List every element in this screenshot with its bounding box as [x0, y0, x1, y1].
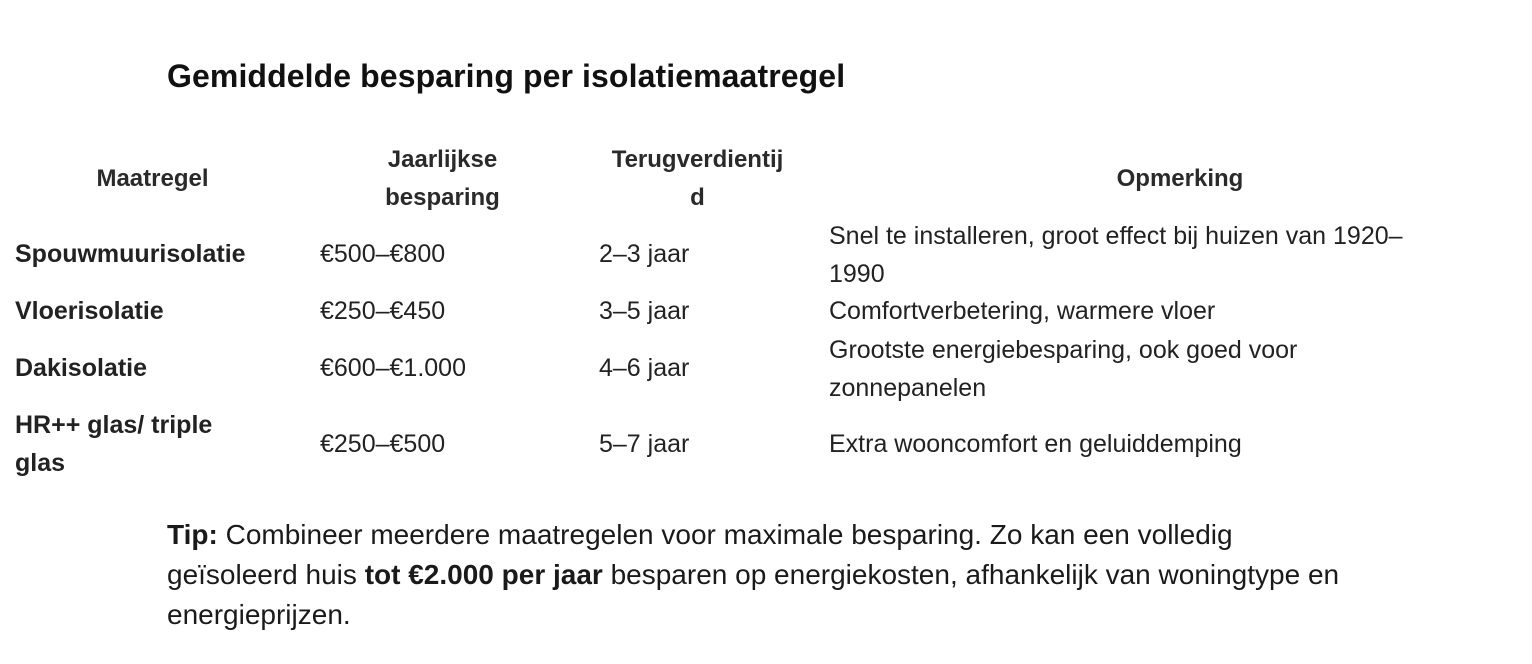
header-besparing-line1: Jaarlijkse	[387, 146, 498, 173]
header-opmerking-label: Opmerking	[1116, 165, 1244, 192]
header-terugverdientijd	[585, 141, 810, 217]
row2-maatregel: Vloerisolatie	[15, 297, 164, 325]
row1-besparing: €500–€800	[320, 240, 446, 268]
header-maatregel	[15, 160, 290, 198]
row4-besparing: €250–€500	[320, 430, 446, 458]
row3-opmerking-line2: zonnepanelen	[829, 374, 987, 402]
row3-maatregel: Dakisolatie	[15, 354, 148, 382]
row4-opmerking-line1: Extra wooncomfort en geluiddemping	[829, 430, 1242, 458]
header-terugverdientijd-line1: Terugverdientij	[611, 146, 784, 173]
row2-opmerking-line1: Comfortverbetering, warmere vloer	[829, 297, 1216, 325]
tip-paragraph	[167, 515, 1367, 635]
tip-label: Tip:	[167, 519, 218, 550]
tip-bold-amount: tot €2.000 per jaar	[364, 559, 603, 590]
row4-maatregel-line1: HR++ glas/ triple	[15, 411, 213, 439]
header-maatregel-label: Maatregel	[96, 165, 209, 192]
header-besparing-line2: besparing	[385, 184, 500, 211]
row4-terugverdientijd: 5–7 jaar	[599, 430, 690, 458]
tip-text-1: Combineer meerdere maatregelen voor maximale besparing. Zo kan een volledig geïsoleerd huis	[167, 519, 1233, 590]
row1-opmerking-line1: Snel te installeren, groot effect bij huizen van 1920–	[829, 222, 1403, 250]
tip-text-2: besparen op energiekosten, afhankelijk van woningtype en energieprijzen.	[167, 559, 1340, 630]
row3-opmerking-line1: Grootste energiebesparing, ook goed voor	[829, 336, 1298, 364]
header-besparing	[320, 141, 565, 217]
row3-besparing: €600–€1.000	[320, 354, 466, 382]
page-title: Gemiddelde besparing per isolatiemaatregel	[167, 58, 846, 94]
row1-opmerking-line2: 1990	[829, 260, 885, 288]
row4-maatregel-line2: glas	[15, 449, 66, 477]
row3-terugverdientijd: 4–6 jaar	[599, 354, 690, 382]
header-opmerking	[830, 160, 1530, 198]
row2-terugverdientijd: 3–5 jaar	[599, 297, 690, 325]
header-terugverdientijd-line2: d	[690, 184, 705, 211]
row1-maatregel: Spouwmuurisolatie	[15, 240, 246, 268]
row1-terugverdientijd: 2–3 jaar	[599, 240, 690, 268]
row2-besparing: €250–€450	[320, 297, 446, 325]
